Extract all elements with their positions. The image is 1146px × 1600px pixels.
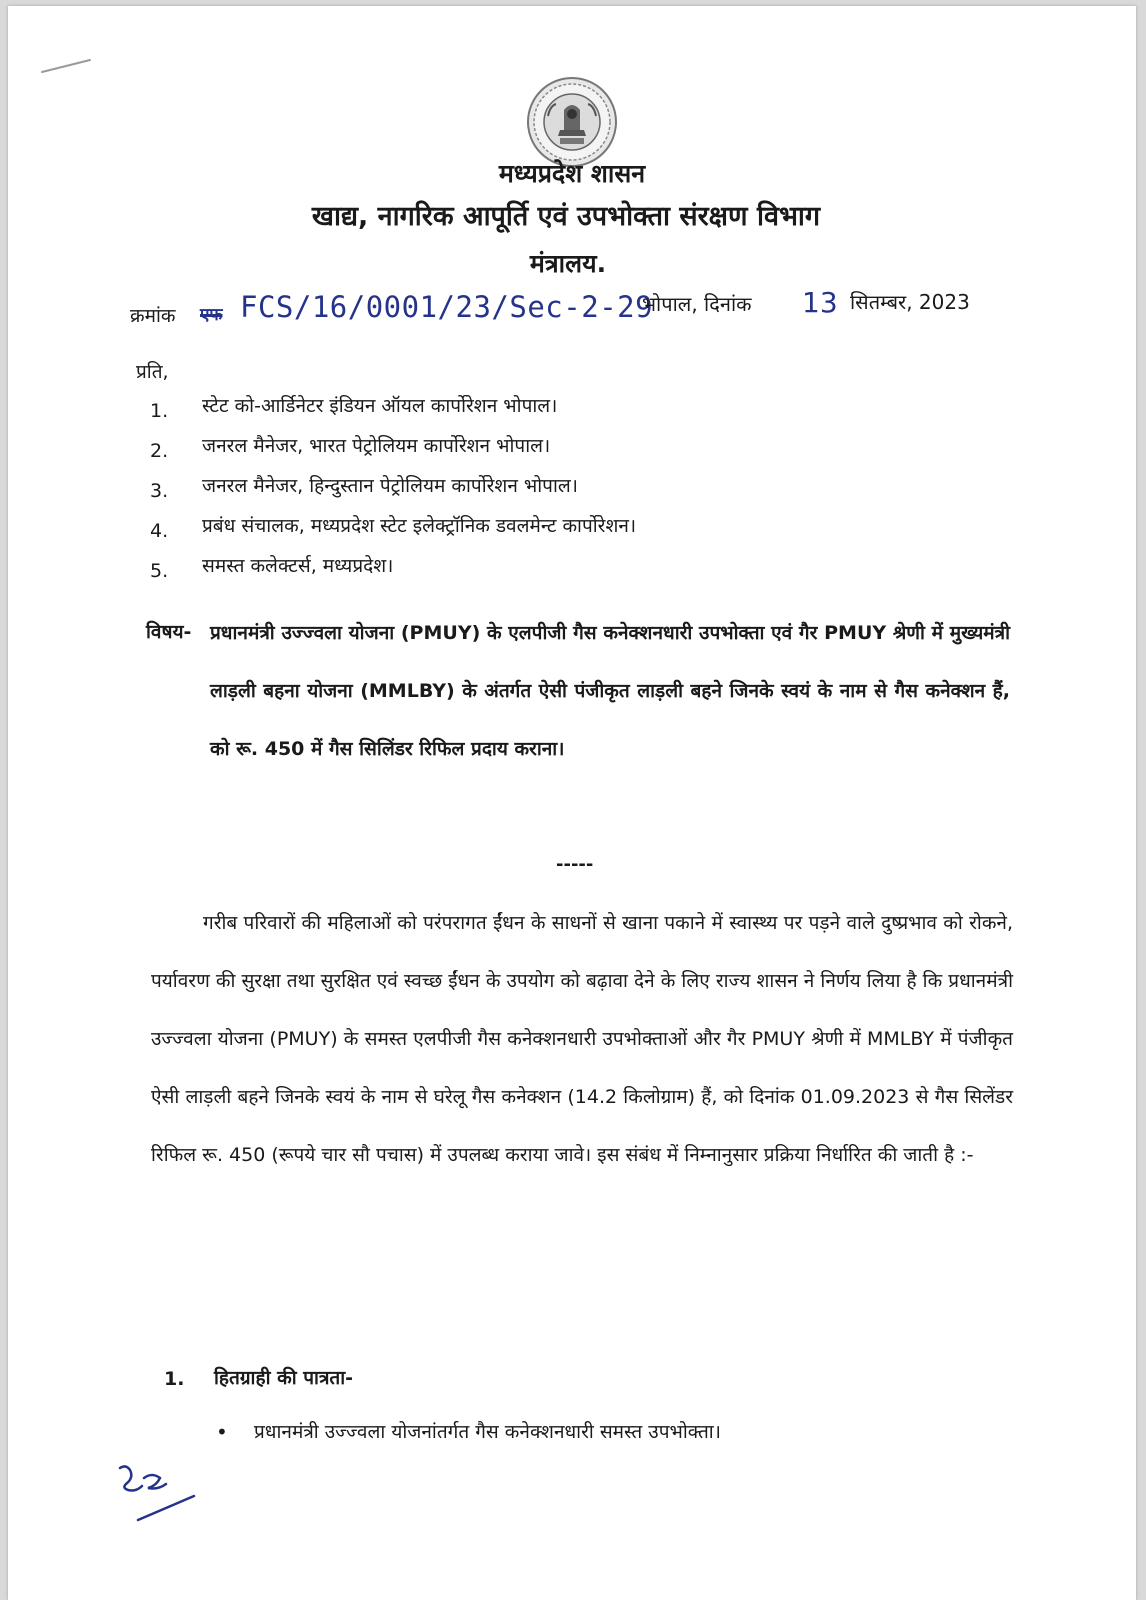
list-item-text: समस्त कलेक्टर्स, मध्यप्रदेश। xyxy=(202,555,394,577)
subject-text: प्रधानमंत्री उज्ज्वला योजना (PMUY) के एलपीजी गैस कनेक्शनधारी उपभोक्ता एवं गैर PMUY श्रेणी में मुख्यमंत्री लाड़ली बहना योजना (MMLBY) के अंतर्गत ऐसी पंजीकृत लाड़ली बहने जिनके स्वयं के नाम से गैस कनेक्शन हैं, को रू. 450 में गैस सिलिंडर रिफिल प्रदाय कराना। xyxy=(210,622,1010,760)
section-number: 1. xyxy=(164,1368,185,1390)
list-item-number: 5. xyxy=(150,560,169,582)
state-emblem-icon xyxy=(526,76,618,168)
place-date-label: भोपाल, दिनांक xyxy=(642,292,752,316)
office-heading: मंत्रालय. xyxy=(529,249,607,278)
bullet-text: प्रधानमंत्री उज्ज्वला योजनांतर्गत गैस कनेक्शनधारी समस्त उपभोक्ता। xyxy=(254,1421,721,1443)
subject-label: विषय- xyxy=(146,621,192,643)
list-item-text: जनरल मैनेजर, हिन्दुस्तान पेट्रोलियम कार्पोरेशन भोपाल। xyxy=(202,475,578,497)
addressee-prefix: प्रति, xyxy=(136,361,169,383)
reference-line xyxy=(130,288,1010,332)
section-title: हितग्राही की पात्रता- xyxy=(214,1367,354,1389)
reference-number: FCS/16/0001/23/Sec-2-29 xyxy=(240,290,654,324)
list-item-number: 2. xyxy=(150,440,169,462)
struck-reference-prefix: एफ xyxy=(200,305,223,325)
department-heading: खाद्य, नागरिक आपूर्ति एवं उपभोक्ता संरक्षण विभाग xyxy=(311,201,821,232)
list-item-number: 1. xyxy=(150,400,169,422)
bullet-marker: • xyxy=(216,1420,228,1444)
pencil-mark xyxy=(40,56,92,76)
body-paragraph: गरीब परिवारों की महिलाओं को परंपरागत ईंधन के साधनों से खाना पकाने में स्वास्थ्य पर पड़ने वाले दुष्प्रभाव को रोकने, पर्यावरण की सुरक्षा तथा सुरक्षित एवं स्वच्छ ईंधन के उपयोग को बढ़ावा देने के लिए राज्य शासन ने निर्णय लिया है कि प्रधानमंत्री उज्ज्वला योजना (PMUY) के समस्त एलपीजी गैस कनेक्शनधारी उपभोक्ताओं और गैर PMUY श्रेणी में MMLBY में पंजीकृत ऐसी लाड़ली बहने जिनके स्वयं के नाम से घरेलू गैस कनेक्शन (14.2 किलोग्राम) हैं, को दिनांक 01.09.2023 से गैस सिलेंडर रिफिल रू. 450 (रूपये चार सौ पचास) में उपलब्ध कराया जावे। इस संबंध में निम्नानुसार प्रक्रिया निर्धारित की जाती है :- xyxy=(151,912,1013,1166)
signature-initials xyxy=(108,1456,208,1536)
letter-page xyxy=(8,6,1136,1600)
list-item-text: स्टेट को-आर्डिनेटर इंडियन ऑयल कार्पोरेशन भोपाल। xyxy=(202,395,558,417)
government-heading: मध्यप्रदेश शासन xyxy=(498,159,646,188)
list-item-text: प्रबंध संचालक, मध्यप्रदेश स्टेट इलेक्ट्रॉनिक डवलमेन्ट कार्पोरेशन। xyxy=(202,515,637,537)
separator: ----- xyxy=(556,854,594,875)
date-month-year: सितम्बर, 2023 xyxy=(850,290,970,314)
list-item-text: जनरल मैनेजर, भारत पेट्रोलियम कार्पोरेशन भोपाल। xyxy=(202,435,551,457)
list-item-number: 4. xyxy=(150,520,169,542)
list-item-number: 3. xyxy=(150,480,169,502)
date-day: 13 xyxy=(802,286,838,319)
reference-label: क्रमांक xyxy=(130,305,176,327)
